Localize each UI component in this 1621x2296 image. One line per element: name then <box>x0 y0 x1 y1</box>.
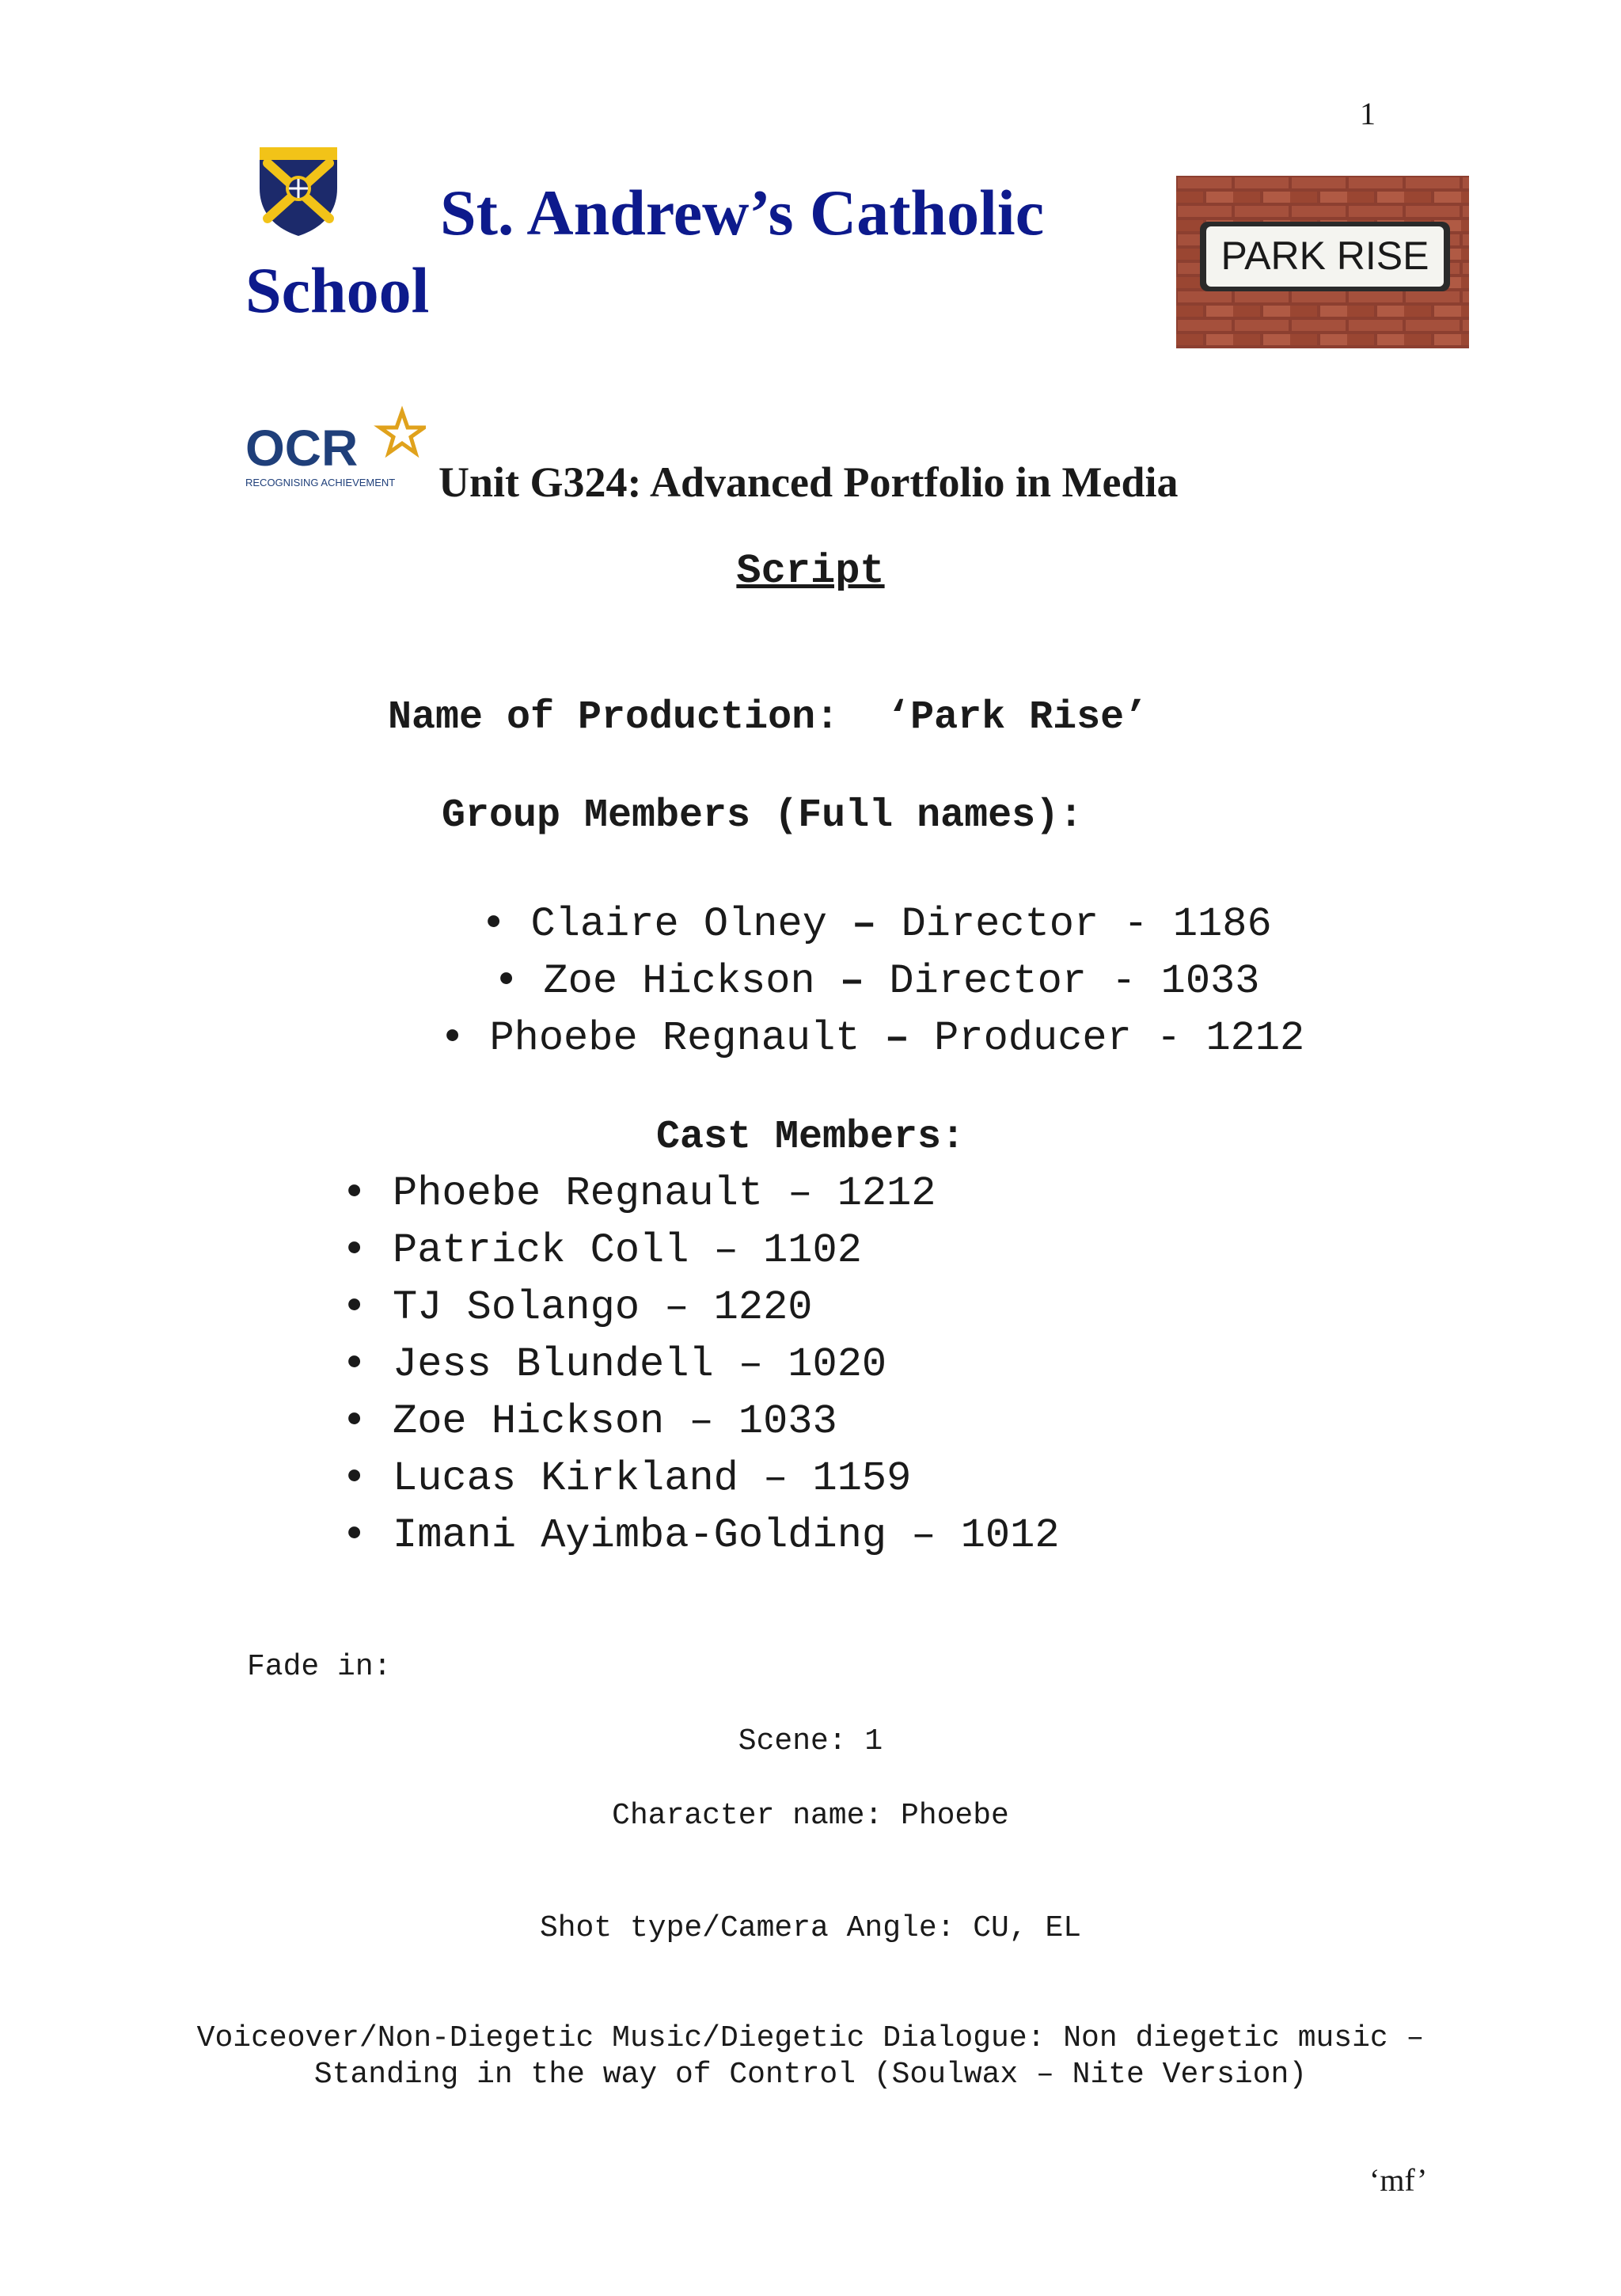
page-number: 1 <box>1360 96 1376 131</box>
shot-type: Shot type/Camera Angle: CU, EL <box>539 1911 1082 1945</box>
character-name: Character name: Phoebe <box>612 1799 1009 1833</box>
group-member-item: • Phoebe Regnault – Producer - 1212 <box>440 1015 1305 1062</box>
voiceover-line-1: Voiceover/Non-Diegetic Music/Diegetic Dialogue: Non diegetic music – <box>196 2021 1425 2055</box>
bullet-icon: • <box>342 1170 367 1217</box>
scene-number: Scene: 1 <box>738 1724 883 1758</box>
member-name: Zoe Hickson <box>543 958 815 1005</box>
cast-member-item: • Lucas Kirkland – 1159 <box>342 1450 1060 1507</box>
cast-members-heading: Cast Members: <box>655 1115 966 1160</box>
bullet-icon: • <box>342 1512 367 1559</box>
school-name-line2: School <box>245 254 430 326</box>
fade-in-direction: Fade in: <box>247 1650 392 1684</box>
script-heading: Script <box>736 548 885 595</box>
group-member-item: • Claire Olney – Director - 1186 <box>481 901 1272 948</box>
ocr-logo-text: OCR <box>245 420 359 477</box>
member-name: Claire Olney <box>530 901 827 948</box>
member-name: Phoebe Regnault <box>489 1015 860 1062</box>
bullet-icon: • <box>481 901 507 948</box>
member-number: 1033 <box>1160 958 1260 1005</box>
member-role: Producer <box>934 1015 1132 1062</box>
cast-member-item: • Phoebe Regnault – 1212 <box>342 1165 1060 1222</box>
ocr-logo-icon <box>244 404 426 499</box>
bullet-icon: • <box>440 1015 465 1062</box>
cast-member-item: • Imani Ayimba-Golding – 1012 <box>342 1507 1060 1564</box>
unit-title: Unit G324: Advanced Portfolio in Media <box>438 458 1179 506</box>
production-name-line <box>388 695 1148 740</box>
cast-member-item: • Patrick Coll – 1102 <box>342 1222 1060 1279</box>
voiceover-line-2: Standing in the way of Control (Soulwax – Nite Version) <box>313 2058 1308 2092</box>
group-members-heading: Group Members (Full names): <box>442 793 1084 838</box>
bullet-icon: • <box>494 958 519 1005</box>
school-crest-icon <box>252 143 345 238</box>
voiceover-music <box>0 2020 1621 2093</box>
member-number: 1186 <box>1172 901 1272 948</box>
bullet-icon: • <box>342 1398 367 1445</box>
production-label: Name of Production: <box>388 695 840 740</box>
bullet-icon: • <box>342 1284 367 1331</box>
production-name: ‘Park Rise’ <box>886 695 1148 740</box>
cast-list <box>342 1165 1060 1564</box>
member-role: Director <box>889 958 1087 1005</box>
cast-member-item: • Zoe Hickson – 1033 <box>342 1393 1060 1450</box>
bullet-icon: • <box>342 1341 367 1388</box>
street-sign-text: PARK RISE <box>1220 234 1429 278</box>
member-number: 1212 <box>1205 1015 1305 1062</box>
cast-member-item: • Jess Blundell – 1020 <box>342 1336 1060 1393</box>
cast-member-item: • TJ Solango – 1220 <box>342 1279 1060 1336</box>
group-member-item: • Zoe Hickson – Director - 1033 <box>494 958 1260 1005</box>
street-sign-image <box>1176 176 1469 348</box>
member-role: Director <box>901 901 1099 948</box>
school-name-line1: St. Andrew’s Catholic <box>440 177 1045 249</box>
bullet-icon: • <box>342 1227 367 1274</box>
footer-mark: ‘mf’ <box>1369 2162 1428 2198</box>
bullet-icon: • <box>342 1455 367 1502</box>
ocr-tagline: RECOGNISING ACHIEVEMENT <box>245 477 396 488</box>
